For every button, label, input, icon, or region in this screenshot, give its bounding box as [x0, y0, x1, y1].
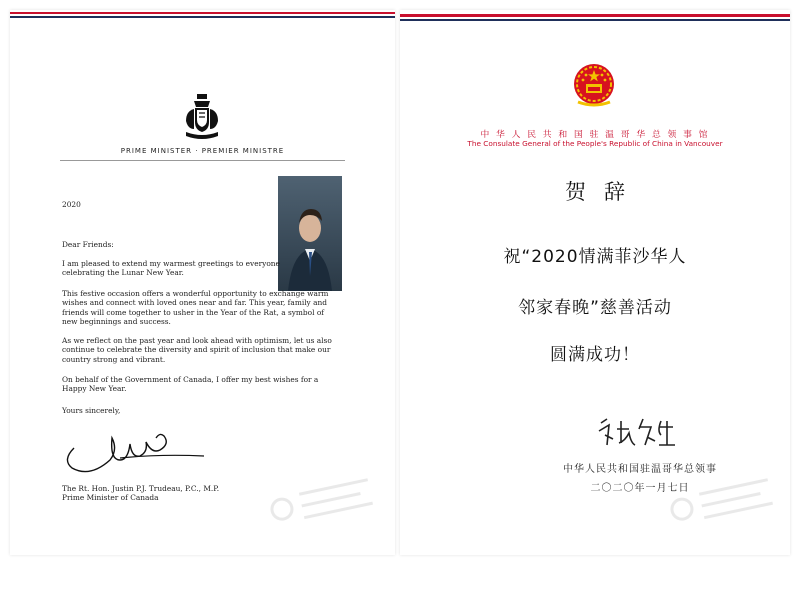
- letter-title: 贺辞: [565, 180, 643, 204]
- paragraph-3: As we reflect on the past year and look ahead with optimism, let us also continue to celebrate the diversity and spirit of inclusion that make our country strong and vibrant.: [62, 336, 332, 364]
- org-name-chinese: 中 华 人 民 共 和 国 驻 温 哥 华 总 领 事 馆: [480, 130, 710, 140]
- portrait-photo: [278, 176, 342, 291]
- consulate-letter: [400, 10, 790, 555]
- national-emblem-icon: [572, 62, 616, 108]
- paragraph-1: I am pleased to extend my warmest greetings to everyone celebrating the Lunar New Year.: [62, 259, 280, 278]
- message-line-1: 祝“2020情满菲沙华人: [503, 247, 687, 267]
- message-line-2: 邻家春晚”慈善活动: [518, 298, 672, 318]
- coat-of-arms-icon: [182, 94, 222, 140]
- org-name-english: The Consulate General of the People's Republic of China in Vancouver: [467, 139, 723, 148]
- top-stripe-red: [10, 12, 395, 14]
- letter-date: 二〇二〇年一月七日: [590, 483, 690, 494]
- message-line-3: 圆满成功！: [550, 345, 640, 365]
- office-header: PRIME MINISTER · PREMIER MINISTRE: [120, 147, 285, 155]
- paragraph-4: On behalf of the Government of Canada, I offer my best wishes for a Happy New Year.: [62, 375, 319, 394]
- top-stripe-navy: [10, 16, 395, 18]
- signatory-title: Prime Minister of Canada: [62, 493, 159, 502]
- header-divider: [60, 160, 345, 161]
- closing: Yours sincerely,: [62, 406, 121, 415]
- top-stripe-red: [400, 14, 790, 17]
- canada-pm-letter: [10, 10, 395, 555]
- signatory-name: The Rt. Hon. Justin P.J. Trudeau, P.C., M.P.: [62, 484, 220, 493]
- salutation: Dear Friends:: [62, 240, 114, 249]
- signer-title: 中华人民共和国驻温哥华总领事: [563, 464, 717, 475]
- paragraph-2: This festive occasion offers a wonderful opportunity to exchange warm wishes and connect with loved ones near and far. This year, family and friends will come together to usher in the Year of the Rat, a symbol of new beginnings and success.: [62, 289, 329, 327]
- watermark-icon: [265, 475, 385, 525]
- signature-icon: [60, 418, 210, 478]
- letter-date: 2020: [62, 200, 81, 209]
- top-stripe-navy: [400, 19, 790, 21]
- watermark-icon: [665, 475, 785, 525]
- handwritten-signature-icon: [595, 413, 685, 453]
